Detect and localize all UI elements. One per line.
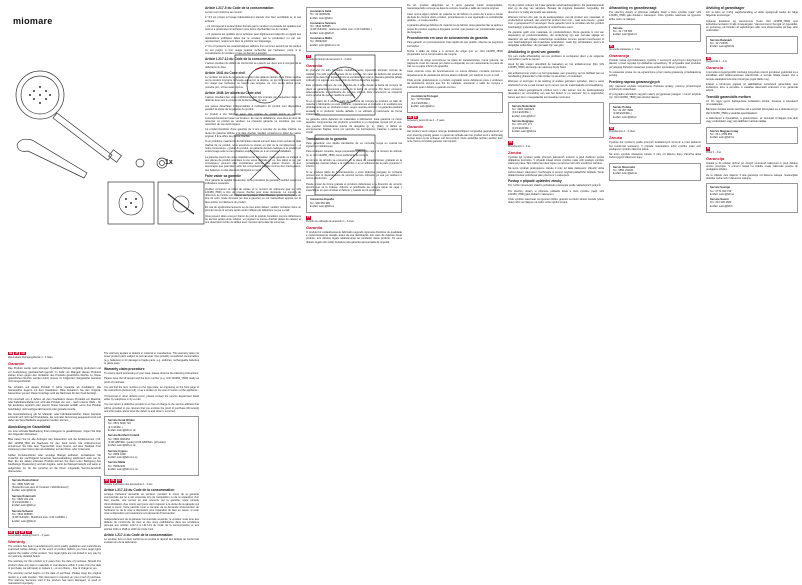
section-title: Záruka — [609, 135, 623, 141]
paragraph: O produto foi cuidadosamente fabricado segundo rigorosas diretrizes de qualidade e meticulosamente testado antes da sua distribuição. Em caso de defeitos deste produto, tem direitos legais relativamente ao vendedor deste produto. Os seus direitos legais não estão limitados pela garantia apresentada de seguida. — [306, 230, 402, 244]
section-title: Garantie — [407, 124, 424, 130]
service-entry — [710, 39, 794, 49]
service-name: Service Österreich — [12, 494, 36, 498]
paragraph: Pro všechny dotazy si připravte pokladní lístek a číslo výrobku (např. IAN 123456_7890) jako doklad o zakoupení. Číslo výrobku naleznete na typovém štítku nebo na nálepce. — [609, 11, 701, 21]
paragraph: For at sikre en hurtig sagsbehandling af dette spørgsmål bedes du følge følgende anvisninger: — [706, 11, 798, 18]
service-tel: Tel.: 22 7 55 650 — [613, 30, 633, 34]
section-title: Warranty — [8, 539, 26, 545]
service-email[interactable]: E-Mail: owim@lidl.ch — [310, 31, 335, 35]
lang-tag: CY — [307, 54, 311, 58]
paragraph: Lorsque l'acheteur demande au vendeur, pendant le cours de la garantie commerciale qui lui a été consentie lors de l'acquisition ou de la réparation d'un bien meuble, une remise en état couverte par la garantie, toute période d'immobilisation d'au moins sept jours vient s'ajouter à la durée de la garantie qui restait à courir. Cette période court à compter de la demande d'intervention de l'acheteur ou de la mise à disposition pour réparation du bien en cause, si cette mise à disposition est postérieure à la demande d'intervention. — [104, 492, 199, 516]
column-portuguese — [407, 4, 503, 567]
item-line: Período de utilização do acessório 1 - 3 anos — [306, 219, 354, 223]
service-entry — [12, 495, 97, 508]
section-title: Garantie — [8, 361, 25, 367]
section-title: Garancija — [706, 155, 725, 161]
service-entry — [310, 10, 398, 20]
service-name: Asistencia España — [310, 198, 334, 202]
paragraph: Ce produit bénéficie d'une garantie de 3 ans à compter de sa date d'achat. La durée de garantie débute à la date d'achat. Veuillez conserver le ticket de caisse original. Il fera office de preuve d'achat. — [205, 128, 301, 139]
service-email[interactable]: E-Mail: owim@lidl.co.uk — [108, 444, 136, 448]
column-german — [8, 352, 102, 585]
service-entry — [310, 198, 398, 208]
paragraph: Si se produce fallos de funcionamiento u otros defectos, póngase en contacto primero con el departamento de servicio técnico indicado, ya sea por teléfono o correo electrónico. — [306, 170, 402, 181]
service-name: Assistência Portugal — [411, 94, 438, 98]
column-english — [104, 352, 199, 567]
paragraph: If functional or other defects occur, please contact the service department listed either by telephone or by e-mail. — [104, 394, 199, 401]
lang-tag: MT — [20, 530, 25, 534]
service-box — [306, 195, 402, 213]
section-title: Afvikling af garantisager — [706, 6, 745, 10]
lang-tag: SK — [610, 126, 614, 130]
service-tel: Tel.: 8009 4409 — [108, 452, 126, 456]
service-extra: (0,08 CHF/Min., Mobilfunk max. 0,40 CHF/Min.) — [12, 516, 67, 520]
paragraph: Pro rychlé zpracování Vašeho požadavku postupujte podle následujících pokynů: — [508, 184, 602, 188]
paragraph: Sie erhalten auf dieses Produkt 3 Jahre Garantie ab Kaufdatum. Die Garantiefrist beginnt mit dem Kaufdatum. Bitte bewahren Sie den Original-Kassenbon gut auf. Diese Unterlage wird als Nachweis für den Kauf benötigt. — [8, 385, 101, 396]
paragraph: The product has been manufactured to strict quality guidelines and meticulously examined before delivery. In the event of product defects you have legal rights against the retailer of this product. Your legal rights are not limited in any way by our warranty detailed below. — [8, 545, 101, 559]
service-box — [407, 92, 503, 113]
service-email[interactable]: E-Mail: owim@lidl.fi — [710, 204, 733, 208]
service-entry — [108, 450, 195, 460]
paragraph: Para cualquier consulta, tenga preparados el tique de caja y el número de artículo (p. ej. IAN 123456_7890) como justificante de compra. — [306, 150, 402, 157]
service-email[interactable]: E-Mail: owim@lidl.co.uk — [108, 429, 136, 433]
paragraph: A terméket a legszigorúbb minőségi irányelvek szerint gondosan gyártottuk és a kiszállítás előtt lelkiismeretesen ellenőriztük. A termék hibája esetén Önt a termék eladójával szemben törvényes jogok illetik meg. — [706, 70, 798, 81]
paragraph: Bármilyen kérdés esetén készítse elő a pénztári bizonylatot és a cikkszámot (pl. IAN 123456_7890) a vásárlás igazolásaként. — [706, 108, 798, 115]
section-title: Gwarancja — [609, 53, 630, 59]
service-name: Assistance Svizzera — [310, 21, 336, 25]
paragraph: Te ustawowe prawa nie są ograniczone przez naszą gwarancję przedstawioną poniżej. — [609, 70, 701, 78]
service-tel: Tel.: 0820 201 222 — [12, 497, 34, 501]
service-box — [706, 36, 798, 54]
section-title: Garantia — [306, 224, 323, 230]
lang-tag: CY — [27, 530, 31, 534]
item-line: Príslušenstvo 1 - 3 rokov — [609, 130, 636, 134]
paragraph: El número de artículo se encuentra en la placa de características, grabado en la portada del manual (abajo a la izquierda) o en el adhesivo de la parte posterior o inferior. — [306, 158, 402, 169]
paragraph: Izdelek je bil izdelan skrbno po strogih smernicah kakovosti in pred dobavo vestno preverjen. V primeru napak na izdelku imate zakonske pravice do prodajalca izdelka. — [706, 161, 798, 172]
section-title: Garancia — [706, 64, 724, 70]
service-extra: (0,10 EUR/Min.) — [512, 111, 531, 115]
section-title: Teendők garanciális esetben — [706, 94, 751, 99]
service-extra: (0.08 GBP/Min. (peak)) (0.06 GBP/Min. (off peak)) — [108, 440, 166, 444]
multiplier-label: 1x — [165, 159, 173, 166]
lang-tag: CH — [117, 479, 121, 483]
service-email[interactable]: E-Mail: owim@lidl.de — [12, 489, 37, 493]
service-entry — [108, 461, 195, 471]
paragraph: Das Produkt wurde nach strengen Qualitätsrichtlinien sorgfältig produziert und vor Auslieferung gewissenhaft geprüft. Im Falle von Mängeln dieses Produkts stehen Ihnen gegen den Verkäufer des Produkts gesetzliche Rechte zu. Diese gesetzlichen Rechte werden durch unsere im Folgenden dargestellte Garantie nicht eingeschränkt. — [8, 367, 101, 384]
section-title: Article 1648 1er alinéa du Code civil — [205, 91, 262, 96]
paragraph: A cikkszámot a típustáblán, a gravírozáson, az útmutató címlapján (bal alul) vagy a hátoldalon vagy alul található matricán találja. — [706, 116, 798, 124]
service-email[interactable]: E-Mail: owim@lidl.se — [710, 192, 735, 196]
service-email[interactable]: E-Mail: owim@lidl.pl — [613, 115, 637, 119]
service-tel: Tel.: 80062230 — [108, 464, 126, 468]
paragraph: A garantia abrange defeitos de material ou de fabrico. Esta garantia não se aplica a peças do produto sujeitas a desgaste normal, que possam ser consideradas peças de desgaste. — [407, 24, 503, 35]
paragraph: You will find the item number on the type plate, an engraving on the front page of the instructions (bottom left), or as a sticker on the rear or bottom of the appliance. — [104, 386, 199, 393]
paragraph: Ezeket a törvényes jogokat az alábbiakban ismertetett garanciánk nem korlátozza. Erre a termékre a vásárlás dátumától számított 3 év garanciát adunk. — [706, 82, 798, 93]
service-tel: Tel.: 070 270 171 — [512, 123, 532, 127]
column-dutch — [508, 4, 604, 567]
service-email[interactable]: E-Mail: owim@lidl.pt — [411, 104, 435, 108]
lang-tag: GB — [9, 530, 13, 534]
service-extra: (0,15 EUR/Min.) — [12, 501, 31, 505]
lang-tags — [8, 352, 101, 355]
item-line: Accumulator cleaning brush 1 - 3 years — [8, 534, 50, 538]
service-tel: Tel.: 80062230 — [310, 40, 328, 44]
service-tel: Tel.: 0800 9936254 — [108, 437, 131, 441]
lang-tag: DE — [9, 352, 13, 355]
paragraph: En cas de dysfonctionnements ou de tout autre défaut, veuillez contacter dans un premier temps le service après-vente indiqué par téléphone ou par e-mail. — [205, 206, 301, 213]
detail-illustration — [106, 180, 206, 230]
paragraph: Op dit product verleent wij 3 jaar garantie vanaf aankoopdatum. De garantieperiode start op de dag van aankoop. Bewaar de originele kassabon zorgvuldig. Dit document is nodig als bewijs van aankoop. — [508, 4, 604, 14]
cleaning-detail-icon — [168, 194, 194, 214]
section-title: Article L217-5 du Code de la consommation — [205, 6, 274, 10]
paragraph: Le vendeur livre un bien conforme au contrat et répond des défauts de conformité existant lors de la délivrance. — [104, 537, 199, 545]
service-tel: Tel.: 010 309 3582 — [710, 201, 732, 205]
service-box — [706, 183, 798, 213]
item-line: Período de tiempo del accesorio 1 - 3 años — [306, 58, 352, 62]
list-item: 1° S'il est propre à l'usage habituellement attendu d'un bien semblable et, le cas échéant : — [205, 16, 301, 23]
paragraph: De garantie geldt voor materiaal- en productiefouten. Deze garantie is niet van toepassing op productonderdelen, die onderhevig zijn aan normale slijtage en daardoor als aan slijtage onderhevige onderdelen kunnen worden beschouwd of voor beschadigingen aan breekbare onderdelen, zoals bijv. schakelaars, accu's of dergelijke onderdelen, die gemaakt zijn van glas. — [508, 31, 604, 48]
paragraph: Výrobek byl vyroben podle přísných jakostních směrnic a před dodáním prošel důkladnou kontrolou. V případě závad tohoto výrobku máte vůči prodejci výrobku zákonná práva. Tato zákonná práva nejsou omezena naší níže uvedenou zárukou. — [508, 155, 604, 166]
service-email[interactable]: E-Mail: owim@lidl.nl — [512, 114, 536, 118]
paragraph: The warranty for this product is 3 years from the date of purchase. Should this product show any fault in materials or manufacture within 3 years from the date of purchase, we will repair or replace it – at our choice – free of charge to you. — [8, 560, 101, 570]
service-entry — [710, 186, 794, 196]
paragraph: Puede enviar de forma gratuita el producto defectuoso a la dirección de servicio técnico que se le indique. Adjunte el justificante de compra (tique de caja) y especifique en qué consiste el defecto y cuándo se ha producido. — [306, 182, 402, 193]
paragraph: Za ta izdelek vam dajemo 3 leta garancije od datuma nakupa. Garancijsko obdobje začne teči z datumom nakupa. — [706, 173, 798, 180]
section-title: Postup v případě uplatnění záruky — [508, 179, 562, 184]
service-tel: Tel.: 900 984 989 — [310, 201, 330, 205]
paragraph: La garantía cubre defectos de materiales o fabricación. Esta garantía no cubre aquellos componentes del producto sometidos a un desgaste normal por el uso, que pueden considerarse piezas de desgaste (p. ej., pilas), ni daños en componentes frágiles, como por ejemplo, los interruptores, baterías o piezas de cristal. — [306, 118, 402, 135]
paragraph: Wanneer binnen drie jaar na de aankoopdatum van dit product een materiaal- of productiefout optreedt, dan wordt het product door ons – naar onze keuze – gratis voor u gerepareerd of vervangen. Deze garantie komt te vervallen als het product beschadigd, ondeskundig gebruikt of onderhouden werd. — [508, 15, 604, 29]
service-name: Service Cyprus — [108, 449, 128, 453]
service-email[interactable]: E-Mail: owim@lidl.hu — [710, 136, 735, 140]
lang-tag: FR — [105, 479, 109, 483]
paragraph: Les pièces détachées indispensables à l'utilisation du produit sont disponibles pendant la durée de la garantie du produit. — [205, 104, 301, 111]
service-tel: Tel.: 02 36003201 — [310, 13, 331, 17]
service-name: Service Northern Ireland — [108, 434, 140, 438]
service-email[interactable]: E-Mail: owim@lidl.it — [310, 16, 333, 20]
service-email[interactable]: E-Mail: owim@lidl.es — [310, 205, 335, 209]
shower-side-view-icon — [17, 139, 87, 178]
lang-tag: HU — [707, 56, 711, 60]
section-title: Przebieg napraw gwarancyjnych — [609, 79, 660, 84]
service-box — [8, 476, 101, 528]
service-name: Service Suomi — [710, 198, 729, 202]
service-email[interactable]: E-Mail: owim@lidl.cz — [613, 33, 637, 37]
lang-tag: SI — [707, 147, 710, 151]
service-entry — [613, 27, 697, 37]
paragraph: Tritt innerhalb von 3 Jahren ab dem Kaufdatum dieses Produkts ein Material- oder Fabrikationsfehler auf, wird das Produkt von uns – nach unserer Wahl – für Sie kostenlos repariert oder ersetzt. Diese Garantie entfällt, wenn das Produkt beschädigt, nicht sachgemäß benutzt oder gewartet wurde. — [8, 397, 101, 411]
paragraph: Houd bij alle vragen alstublieft de kassabon en het artikelnummer (bijv. IAN 123456_7890) als bewijs van aankoop bij de hand. — [508, 63, 604, 70]
section-title: Tramitación de la garantía — [306, 136, 347, 141]
service-name: Service — [613, 26, 623, 30]
section-title: Garantía — [306, 63, 323, 69]
section-title: Procedimento em caso de acionamento da garantia — [407, 36, 488, 41]
lang-tag: AT — [15, 352, 19, 355]
paragraph: Le vendeur est tenu de la garantie à raison des défauts cachés de la chose vendue qui la rendent impropre à l'usage auquel on la destine, ou qui diminuent tellement cet usage que l'acheteur ne l'aurait pas acquise, ou n'en aurait donné qu'un moindre prix, s'il les avait connus. — [205, 75, 301, 89]
service-tel: Tel.: 0842 665566 — [12, 512, 33, 516]
service-entry — [108, 419, 195, 432]
service-extra: (Kostenfrei aus dem dt. Festnetz / Mobilfunknetz) — [12, 485, 69, 489]
paragraph: Please have the till receipt and the item number (e.g. IAN 123456_7890) ready as proof of purchase. — [104, 377, 199, 384]
service-name: Service Belgique — [512, 120, 534, 124]
brand-logo: miomare — [13, 16, 53, 26]
item-line: Accessory period of use 1 - 3 years — [407, 119, 445, 123]
paragraph: Bitte halten Sie für alle Anfragen den Kassenbon und die Artikelnummer (z.B. IAN 123456_789) als Nachweis für den Kauf bereit. Die Artikelnummer entnehmen Sie bitte dem Typenschild, einer Gravur, auf dem Titelblatt Ihrer Anleitung (unten links) oder als Aufkleber auf der Rück- oder Unterseite. — [8, 438, 101, 452]
column-polish — [609, 4, 701, 567]
service-entry — [512, 105, 600, 118]
service-name: Szerviz Magyarország — [710, 129, 739, 133]
service-name: Servis Slovensko — [613, 165, 636, 169]
service-extra: (0,08 CHF/Min., telefonia mobile max. 0,40 CHF/Min.) — [310, 28, 372, 32]
service-extra: (0,12 EUR/Min.) — [411, 101, 430, 105]
paragraph: The warranty period begins on the date of purchase. Please keep the original receipt in a safe location. This document is required as your proof of purchase. This warranty becomes void if the product has been damaged, or used or maintained improperly. — [8, 572, 101, 585]
item-line: Kiegészítők 1 - 3 év — [706, 59, 727, 63]
service-entry — [108, 434, 195, 447]
service-entry — [12, 479, 97, 492]
paragraph: Produkt został wyprodukowany zgodnie z surowymi wytycznymi dotyczącymi jakości i przed wysyłką był dokładnie sprawdzony. W przypadku wad produktu przysługują Państwu ustawowe prawa wobec sprzedawcy produktu. — [609, 59, 701, 69]
paragraph: Caso ocorra algum defeito de material ou de fabrico no prazo de 3 anos a contar da data de compra deste produto, procederemos à sua reparação ou substituição gratuita – à nossa escolha. — [407, 12, 503, 23]
service-name: Service Deutschland — [12, 479, 39, 483]
paragraph: Na tento výrobek poskytujeme záruku 3 roky od data zakoupení. Záruční doba začíná datem zakoupení. Uschovejte si prosím originál pokladního dokladu. Tento doklad budete potřebovat jako potvrzení o zakoupení. — [508, 167, 604, 177]
paragraph: Vous pouvez alors envoyer franco de port le produit considéré comme défectueux au service après-vente indiqué, en joignant la preuve d'achat (ticket de caisse) et une description écrite du défaut avec mention de la date de survenue. — [205, 214, 301, 225]
service-email[interactable]: E-Mail: owim@lidl.dk — [710, 45, 735, 49]
lang-tag: GB — [408, 116, 412, 120]
paragraph: Číslo výrobku naleznete na typovém štítku, gravuře na titulní straně návodu (vlevo dole) nebo na nálepce na zadní nebo spodní straně. — [508, 198, 604, 205]
service-tel: Tel.: 0842 665566 — [310, 25, 331, 29]
service-name: Service Schweiz — [12, 509, 33, 513]
service-email[interactable]: E-Mail: owim@lidl.com.cy — [108, 456, 138, 460]
service-box — [609, 24, 701, 42]
paragraph: Wanneer er storingen in de werking of andere gebreken optreden, dient u eerst telefonisch of via e-mail contact op te nemen met de onderstaande serviceafdeling. — [508, 80, 604, 87]
service-tel: Tel.: 22 397 4996 — [613, 109, 633, 113]
item-line: Akkumulator-Reinigungsbürste 1 - 3 Jahre — [8, 356, 53, 360]
seal-ring-icon — [136, 159, 144, 167]
service-entry — [710, 130, 794, 140]
paragraph: L'action résultant des vices rédhibitoires doit être intentée par l'acquéreur dans un délai de deux ans à compter de la découverte du vice. — [205, 96, 301, 103]
paragraph: Een als defect geregistreerd product kunt u dan samen met de aankoopbewijs (kassabon) en vermelding van wat het defect is en wanneer het is opgetreden franco aan het u meegedeelde serviceadres versturen. — [508, 88, 604, 99]
paragraph: Het product werd volgens strenge kwaliteitsrichtlijnen zorgvuldig geproduceerd en voor levering grondig getest. In geval van schade aan het product kunt u rechtmatig beroep doen op de verkoper van het product. Deze wettelijke rechten worden door onze hierna vermelde garantie niet beperkt. — [407, 130, 503, 144]
paragraph: O número do artigo encontra-se na placa de características, numa gravura, na página de rosto do manual (em baixo à esquerda) ou num autocolante na parte de trás ou na parte inferior do aparelho. — [407, 58, 503, 69]
column-italian-spanish — [306, 4, 402, 567]
list-item: 2° Ou s'il présente les caractéristiques définies d'un commun accord par les parties ou est propre à tout usage spécial recherché par l'acheteur, porté à la connaissance du vendeur et que ce dernier a accepté. — [205, 45, 301, 55]
paragraph: Na tento výrobok dostanete záruku 3 roky od dátumu kúpy. Záručná doba začína plynúť dátumom kúpy. — [609, 153, 701, 160]
service-name: Service Great Britain — [108, 419, 135, 423]
service-extra: (£ 0.10/Min.) — [108, 425, 123, 429]
service-entry — [411, 95, 499, 108]
lang-tag: CH — [21, 352, 25, 355]
list-item: – s'il présente les qualités qu'un acheteur peut légitimement attendre eu égard aux déclarations publiques faites par le vendeur, par le producteur ou par son représentant, notamment dans la publicité ou l'étiquetage ; — [205, 33, 301, 44]
service-name: Service Nederland — [512, 104, 536, 108]
service-entry — [613, 106, 697, 119]
service-tel: Tel.: 0871 5000 720 — [108, 422, 131, 426]
service-tel: Tel.: 70778 8000 — [411, 98, 431, 102]
shower-handle-icon — [53, 113, 112, 160]
section-title: Afwikkeling in geval van garantie — [508, 49, 560, 54]
section-title: Záruka — [508, 149, 522, 155]
paragraph: Do art. produto adquiridos ao 3 anos garantia inicial contemplados. Garantiaperiodo começa na data da compra. Guarde o talão de compra original. — [407, 4, 503, 11]
paragraph: Pode enviar gratuitamente o produto registado como defeituoso para o endereço da assistência técnica que lhe for indicado, anexando o talão de compra e indicando qual o defeito e quando ocorreu. — [407, 79, 503, 89]
service-name: Serwis Polska — [613, 105, 632, 109]
section-title: Afhandeling en garantievraagt — [609, 6, 657, 10]
paragraph: Opbevar kassebon og varenummer (f.eks. IAN 123456_7890) som købsdokumentation til alle forespørgsler. Varenummeret fremgår af typeskiltet, en gravering, på forsiden af vejledningen eller som klistermærke på bag- eller undersiden. — [706, 19, 798, 33]
item-line: Pribor 1 - 3 let — [706, 150, 722, 154]
service-extra: (0,08 EUR/Min.) — [613, 112, 632, 116]
service-box — [609, 103, 701, 124]
service-name: Service Sverige — [710, 186, 731, 190]
section-title: Article L217-4 du Code de la consommation — [104, 532, 173, 537]
paragraph: Um eine schnelle Bearbeitung Ihres Anliegens zu gewährleisten, folgen Sie bitte den folgenden Hinweisen: — [8, 429, 101, 437]
service-email[interactable]: E-Mail: owim@lidl.at — [12, 504, 36, 508]
lang-tag: PL — [610, 44, 614, 48]
section-title: Faire valoir sa garantie — [205, 173, 241, 178]
service-name: Service Danmark — [710, 38, 732, 42]
paragraph: Výrobok bol vyrobený podľa prísnych kvalitatívnych smerníc a pred dodaním bol svedomito testovaný. V prípade nedostatkov tohto výrobku máte voči predajcovi výrobku zákonné práva. — [609, 141, 701, 151]
paragraph: Tenha o talão de caixa e o número de artigo (por ex. IAN 123456_7890) preparados como comprovativo da compra. — [407, 49, 503, 57]
paragraph: Si en el plazo de 3 años a partir de la fecha de compra se produce un fallo de material o fabricación en este producto, repararemos el producto o lo sustituiremos gratuitamente por un producto nuevo, según nuestra elección. La garantía quedará anulada si el producto resulta dañado o se utilizara o mantuviera de forma inadecuada. — [306, 99, 402, 116]
service-tel: Tel.: 0850 232001 — [613, 169, 634, 173]
column-french — [205, 4, 301, 567]
item-line: Période d'utilisation des accessoires 1 - 3 ans — [104, 482, 153, 486]
paragraph: La garantie couvre les vices matériels et de fabrication. Cette garantie ne s'étend ni aux pièces de produit soumises à une usure normale (p. ex. des piles) et qui, par conséquent, peuvent être considérées comme des pièces d'usure, ni aux dommages que pourraient subir les composants fragiles comme des interrupteurs, des batteries ou des éléments fabriqués en verre. — [205, 155, 301, 172]
service-tel: Tel.: 0770 930 739 — [710, 189, 732, 193]
paragraph: To ensure quick processing of your case, please observe the following instructions: — [104, 372, 200, 376]
service-email[interactable]: E-Mail: owim@lidl.be — [512, 129, 537, 133]
service-name: Service Malta — [108, 461, 126, 465]
section-title: Article 1641 du Code civil — [205, 70, 245, 75]
service-box — [508, 102, 604, 138]
service-entry — [310, 37, 398, 47]
service-email[interactable]: E-Mail: owim@lidl.sk — [613, 172, 637, 176]
service-entry — [12, 510, 97, 523]
paragraph: Caso ocorram erros de funcionamento ou outros defeitos, contacte primeiro o departamento de assistência técnica abaixo indicado, por telefone ou por e-mail. — [407, 70, 503, 77]
lang-tag: BE — [111, 479, 115, 483]
service-entry — [613, 166, 697, 176]
paragraph: Sollten Funktionsfehler oder sonstige Mängel auftreten, kontaktieren Sie zunächst die nachfolgend benannte Serviceabteilung telefonisch oder per E-Mail. Ein als defekt erfasstes Produkt können Sie dann unter Beifügung des Kaufbelegs (Kassenbon) und der Angabe, worin der Mangel besteht und wann er aufgetreten ist, für Sie portofrei an die Ihnen mitgeteilte Service-Anschrift übersenden. — [8, 453, 102, 474]
service-box — [104, 416, 199, 476]
paragraph: You can return a defective product to us free of charge to the service address that will be provided to you. Ensure that you enclose the proof of purchase (till receipt) and information about what the defect is and when it occurred. — [104, 403, 199, 413]
service-tel: Tel.: 0900 0400223 — [512, 108, 535, 112]
service-email[interactable]: E-Mail: owim@lidl.ch — [12, 519, 37, 523]
service-entry — [710, 198, 794, 208]
service-tel: Tel.: 06 1 3789 555 — [710, 132, 733, 136]
paragraph: Die Garantieleistung gilt für Material- oder Fabrikationsfehler. Diese Garantie erstreckt sich nicht auf Produktteile, die normaler Abnutzung ausgesetzt sind und daher als Verschleißteile angesehen werden können. — [8, 412, 101, 423]
service-email[interactable]: E-Mail: owim@lidl.com.mt — [108, 468, 138, 472]
lang-tag: PT — [307, 216, 311, 220]
service-email[interactable]: E-Mail: owim@lidl.com.mt — [310, 43, 340, 47]
paragraph: Si un problème matériel ou de fabrication devait survenir dans 3 ans suivant la date d'achat de ce produit, nous assurons la remise en état ou le remplacement – à notre convenance – gratuit du produit. La garantie devient caduque si le produit est endommagé suite à une utilisation inappropriée ou à un entretien défaillant. — [205, 140, 301, 154]
paragraph: Para garantir um processamento mais rápido do seu pedido, observe as seguintes instruções: — [407, 41, 503, 48]
item-line: Příslušenství 1 - 3 let — [508, 144, 531, 148]
service-box — [306, 7, 402, 52]
service-box — [706, 127, 798, 145]
section-title: Article L217-16 du Code de la consommation — [104, 487, 175, 492]
service-entry — [512, 120, 600, 133]
paragraph: Le bien est conforme au contrat : — [205, 11, 243, 14]
paragraph: Om een snelle afhandeling van uw probleem te verzekeren dient u de volgende instructies in acht te nemen: — [508, 54, 604, 61]
lang-tag: CZ — [509, 141, 513, 145]
paragraph: Para garantizar una rápida tramitación de su consulta, tenga en cuenta las siguientes indicaciones: — [306, 141, 402, 148]
paragraph: Pro všechny dotazy si připravte pokladní lístek a číslo výrobku (např. IAN 123456_7890) jako doklad o zakoupení. — [508, 189, 604, 196]
product-illustration — [12, 45, 202, 195]
paragraph: Veuillez conserver le ticket de caisse et le numéro de référence (par ex. IAN 123456_7890) à titre de preuve d'achat pour toute demande. Le numéro de référence de l'article est indiqué sur la plaque d'identification, gravé sur la page de titre de votre mode d'emploi (en bas à gauche) ou sur l'autocollant apposé sur la face arrière ou inférieure du produit. — [205, 187, 301, 204]
paragraph: Het artikelnummer vindt u op het typeplaatje, een gravering, op het titelblad van uw handleiding (linksonder) of als sticker op de achter- of onderkant. — [508, 71, 604, 79]
service-entry — [310, 22, 398, 35]
section-title: Warranty claim procedure — [104, 367, 145, 372]
service-name: Assistance Malta — [310, 37, 332, 41]
nozzle-detail-icon — [119, 191, 143, 215]
paragraph: Az Ön ügye gyors feldolgozása érdekében kérjük, kövesse a következő útmutatásokat: — [706, 99, 798, 107]
paragraph: Este producto dispone de una garantía de 3 años desde la fecha de compra. El plazo de garantía comienza a partir de la fecha de compra. Por favor, conserve adecuadamente el justificante de compra original. Este documento se requerirá como prueba de que se realizó la compra. — [306, 84, 402, 98]
paragraph: Indépendamment de la garantie commerciale souscrite, le vendeur reste tenu des défauts de conformité du bien et des vices rédhibitoires dans les conditions prévues aux articles L217-4 à L217-13 du Code de la consommation et aux articles 1641 à 1648 et 2232 du Code Civil. — [104, 517, 199, 531]
paragraph: W przypadku wszelkich zapytań należy przygotować paragon i numer artykułu (np. IAN 123456_7890) jako dowód zakupu. — [609, 93, 701, 100]
column-danish — [706, 4, 798, 567]
section-title: Abwicklung im Garantiefall — [8, 424, 51, 429]
service-extra: (0,15 EUR/Min.) — [512, 126, 531, 130]
service-box — [609, 163, 701, 181]
list-item: – s'il correspond à la description donnée par le vendeur et possède les qualités que celui-ci a présentées à l'acheteur sous forme d'échantillon ou de modèle ; — [205, 24, 301, 32]
paragraph: L'action résultant du défaut de conformité se prescrit par deux ans à compter de la délivrance du bien. — [205, 62, 301, 69]
service-tel: Tel.: 0800 5435 111 — [12, 482, 35, 486]
service-tel: Tel.: 32 710005 — [710, 42, 728, 46]
paragraph: El producto ha sido fabricado cuidadosamente siguiendo estrictas normas de calidad y ha sido probado antes de su entrega. En caso de defecto del producto usted tiene derechos legales frente al vendedor del mismo. Nuestra garantía (abajo indicada) no supone una restricción de dichos derechos legales. — [306, 69, 402, 83]
lang-tag: IE — [15, 530, 18, 534]
paragraph: The warranty applies to defects in material or manufacture. This warranty does not cover product parts subject to normal wear, thus possibly considered consumables (e.g. batteries) or for damage to fragile parts, e.g. switches, rechargeable batteries or glass parts. — [104, 352, 199, 365]
service-name: Assistance Italia — [310, 10, 332, 13]
paragraph: Aby zapewnić szybkie rozpatrzenie Państwa sprawy, prosimy przestrzegać poniższych wskazówek. — [609, 84, 701, 91]
paragraph: Le produit a été fabriqué selon des critères de qualité stricts et contrôlé consciencieusement avant sa livraison. En cas de défaillance, vous êtes en droit de retourner ce produit au vendeur. La présente garantie ne constitue pas une restriction de vos droits légaux. — [205, 113, 301, 127]
section-title: Article L217-12 du Code de la consommation — [205, 57, 276, 62]
paragraph: Pour garantir la rapidité d'exécution de la procédure de garantie, veuillez suivre les indications suivantes : — [205, 178, 301, 186]
lang-tag: IE — [414, 116, 417, 120]
item-line: Akcesoria zapasowe 1 - 3 lat — [609, 48, 640, 52]
